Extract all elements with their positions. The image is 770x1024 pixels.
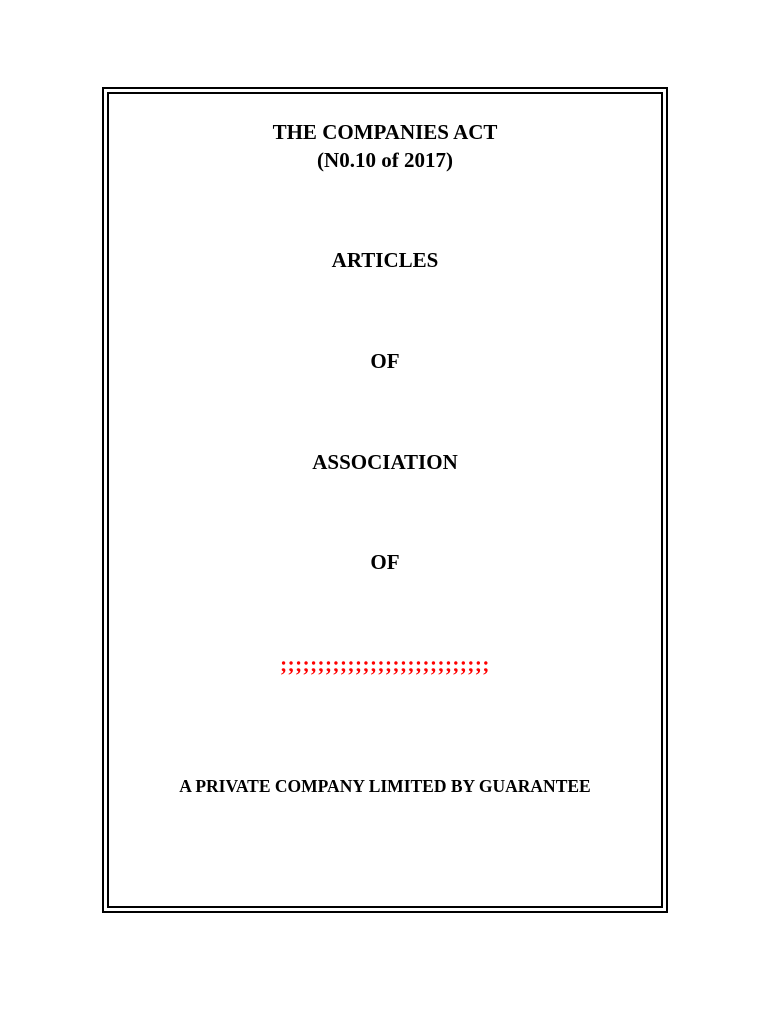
company-type: A PRIVATE COMPANY LIMITED BY GUARANTEE: [179, 776, 591, 796]
act-number: (N0.10 of 2017): [317, 148, 453, 172]
company-name-placeholder: ;;;;;;;;;;;;;;;;;;;;;;;;;;;;: [280, 652, 490, 676]
act-title: THE COMPANIES ACT: [272, 120, 498, 144]
heading-of-first: OF: [370, 349, 400, 373]
heading-articles: ARTICLES: [331, 248, 439, 272]
heading-of-second: OF: [370, 550, 400, 574]
heading-association: ASSOCIATION: [312, 450, 458, 474]
